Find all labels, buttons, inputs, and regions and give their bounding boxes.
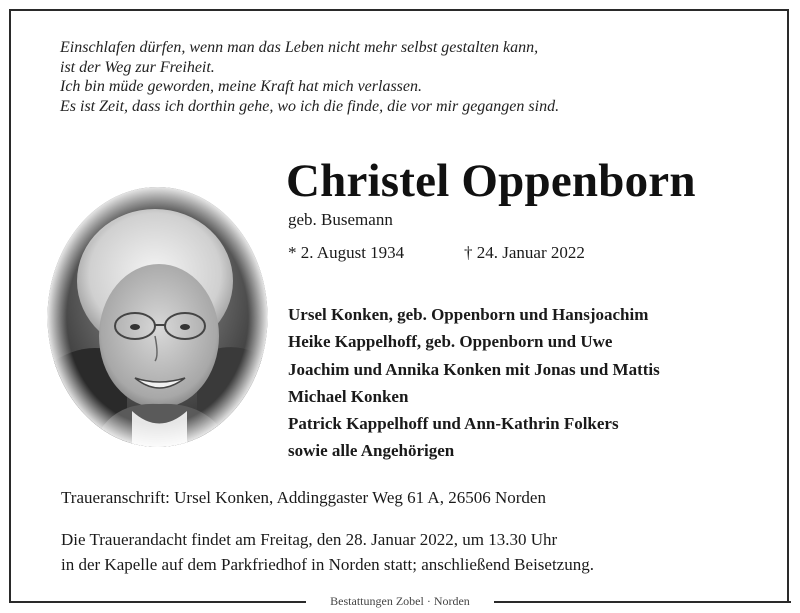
mourning-address: Traueranschrift: Ursel Konken, Addinggaster Weg 61 A, 26506 Norden xyxy=(61,488,546,507)
poem-verse xyxy=(60,38,760,116)
mourner-line: Heike Kappelhoff, geb. Oppenborn und Uwe xyxy=(288,332,613,352)
poem-line: Es ist Zeit, dass ich dorthin gehe, wo ich die finde, die vor mir gegangen sind. xyxy=(60,97,560,115)
maiden-name: geb. Busemann xyxy=(288,210,393,229)
service-info xyxy=(61,527,594,577)
poem-line: ist der Weg zur Freiheit. xyxy=(60,58,215,76)
service-line: in der Kapelle auf dem Parkfriedhof in Norden statt; anschließend Beisetzung. xyxy=(61,555,594,574)
poem-line: Einschlafen dürfen, wenn man das Leben nicht mehr selbst gestalten kann, xyxy=(60,39,539,56)
funeral-home-credit: Bestattungen Zobel · Norden xyxy=(306,591,494,611)
death-date: † 24. Januar 2022 xyxy=(464,243,585,262)
mourner-line: Michael Konken xyxy=(288,386,409,406)
mourner-line: Joachim und Annika Konken mit Jonas und Mattis xyxy=(288,359,660,379)
life-dates xyxy=(288,243,585,263)
mourner-line: Ursel Konken, geb. Oppenborn und Hansjoachim xyxy=(288,305,649,324)
mourner-line: sowie alle Angehörigen xyxy=(288,441,455,461)
poem-line: Ich bin müde geworden, meine Kraft hat mich verlassen. xyxy=(60,78,423,95)
mourners-list xyxy=(288,301,660,465)
deceased-name: Christel Oppenborn xyxy=(286,155,696,207)
mourner-line: Patrick Kappelhoff und Ann-Kathrin Folkers xyxy=(288,414,619,434)
portrait-photo xyxy=(47,186,268,448)
birth-date: * 2. August 1934 xyxy=(288,243,405,262)
service-line: Die Trauerandacht findet am Freitag, den 28. Januar 2022, um 13.30 Uhr xyxy=(61,530,558,549)
